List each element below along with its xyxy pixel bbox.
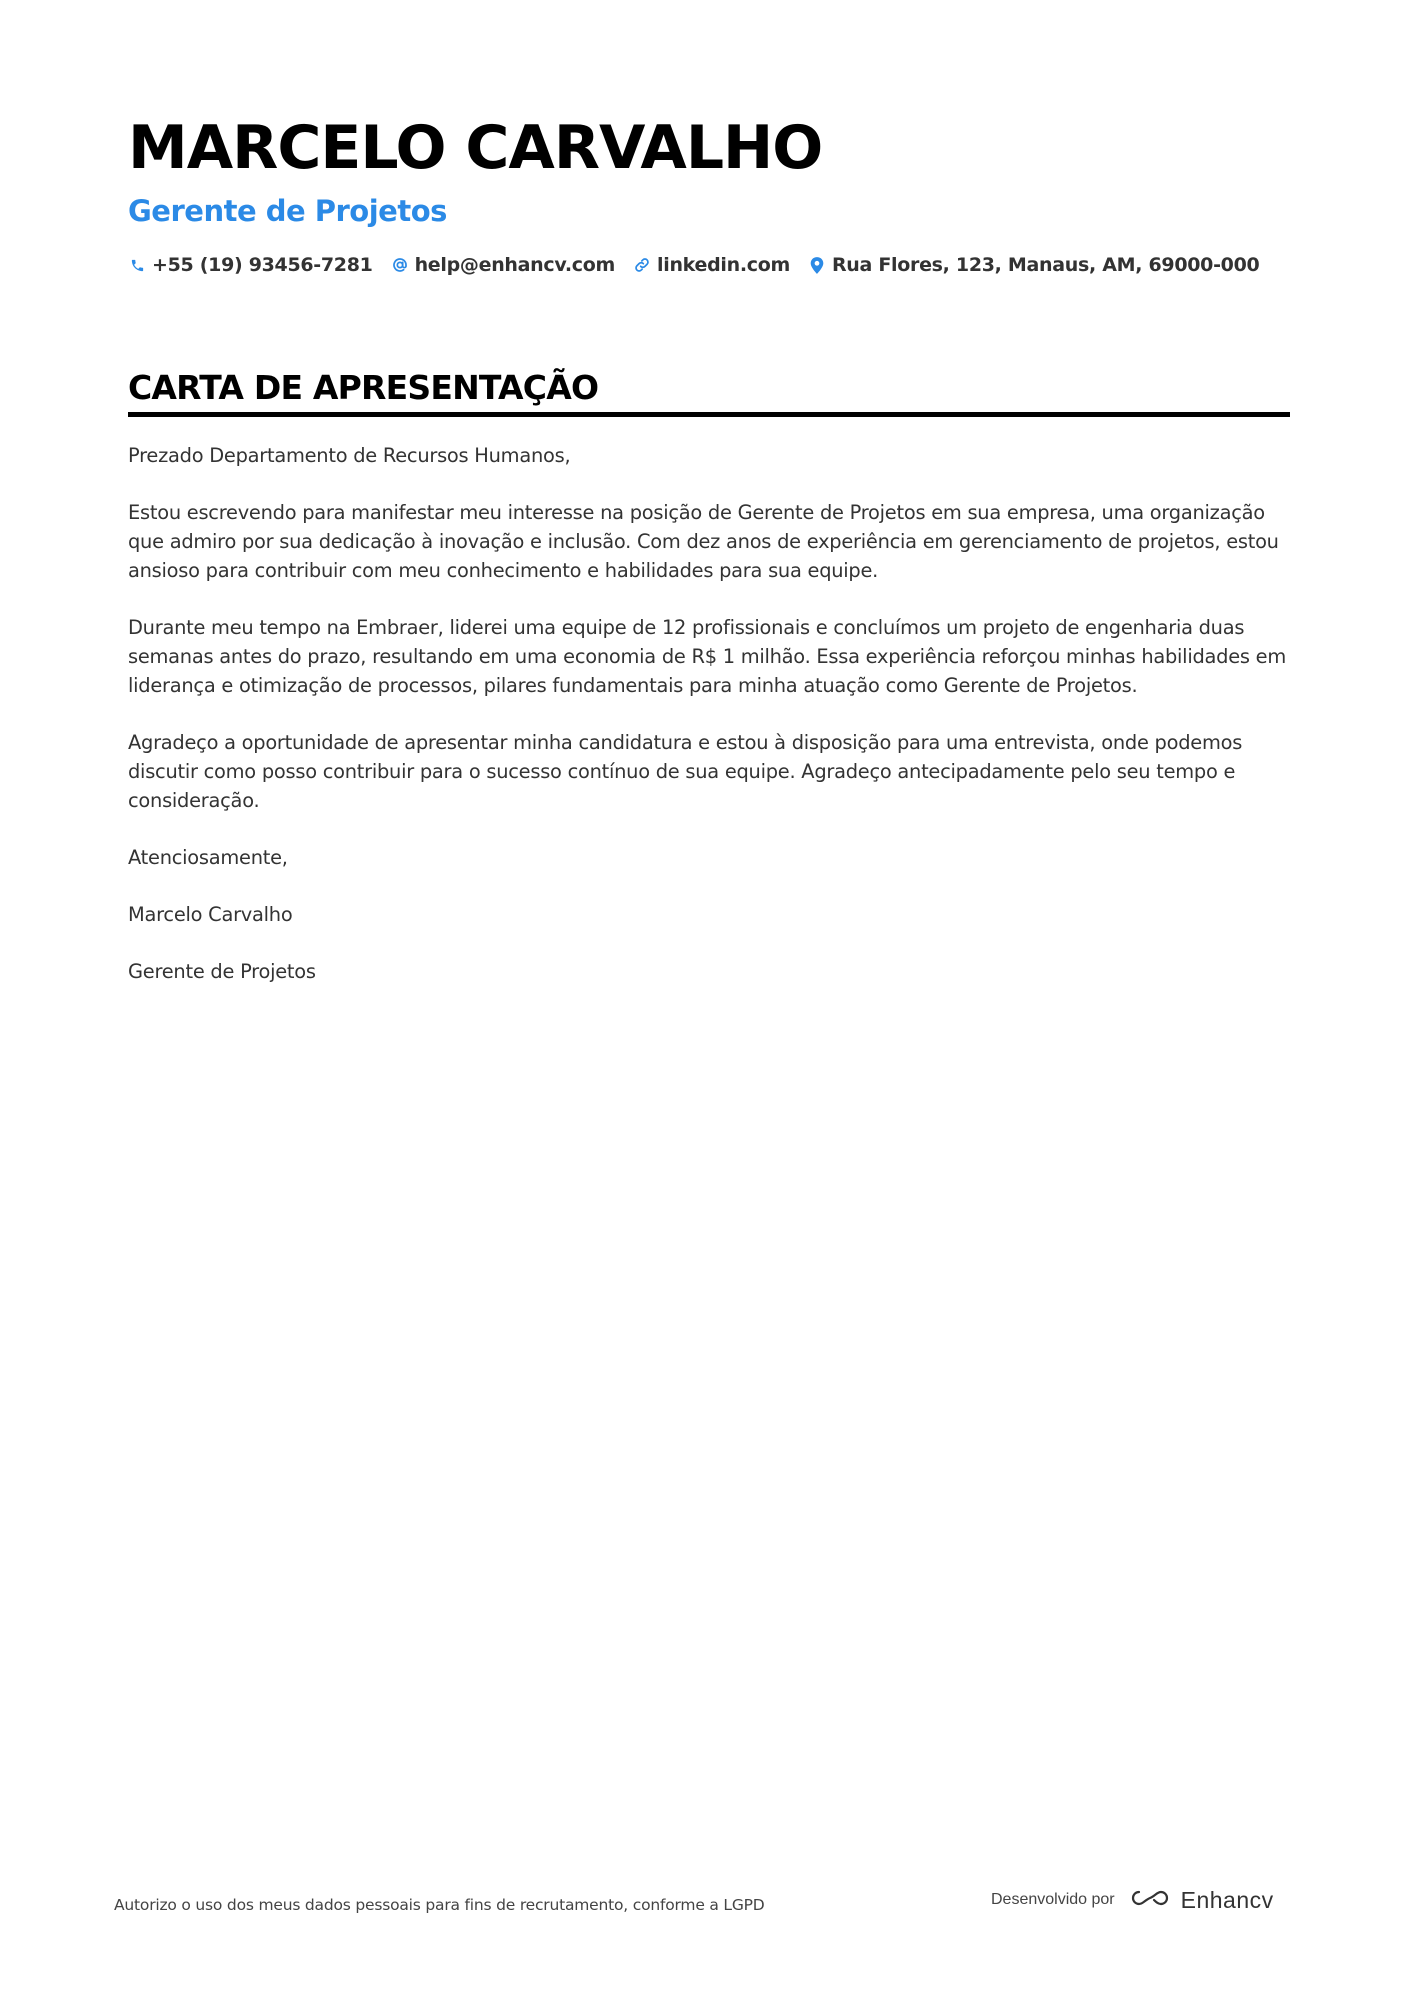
job-title: Gerente de Projetos bbox=[128, 194, 447, 228]
consent-note: Autorizo o uso dos meus dados pessoais para fins de recrutamento, conforme a LGPD bbox=[114, 1896, 765, 1914]
website-text[interactable]: linkedin.com bbox=[657, 254, 790, 276]
candidate-name: MARCELO CARVALHO bbox=[128, 113, 823, 183]
signature-name: Marcelo Carvalho bbox=[128, 903, 293, 926]
letter-paragraph: Durante meu tempo na Embraer, liderei uma equipe de 12 profissionais e concluímos um projeto de engenharia duas semanas antes do prazo, resultando em uma economia de R$ 1 milhão. Essa experiência reforçou minhas habilidades em liderança e otimização de processos, pilares fundamentais para minha atuação como Gerente de Projetos. bbox=[128, 616, 1286, 697]
enhancv-logo-icon bbox=[1127, 1886, 1173, 1914]
cover-letter-section bbox=[128, 366, 1290, 417]
contact-email[interactable] bbox=[391, 254, 615, 276]
brand-name: Enhancv bbox=[1180, 1886, 1274, 1913]
phone-text: +55 (19) 93456-7281 bbox=[152, 254, 373, 276]
contact-phone bbox=[128, 254, 373, 276]
powered-by[interactable] bbox=[991, 1886, 1274, 1914]
email-text[interactable]: help@enhancv.com bbox=[414, 254, 616, 276]
closing: Atenciosamente, bbox=[128, 846, 288, 869]
location-pin-icon bbox=[808, 256, 826, 274]
letter-body bbox=[128, 441, 1290, 1014]
address-text: Rua Flores, 123, Manaus, AM, 69000-000 bbox=[831, 254, 1260, 276]
enhancv-brand[interactable] bbox=[1127, 1886, 1274, 1914]
contact-website[interactable] bbox=[633, 254, 790, 276]
contact-info bbox=[128, 254, 1288, 276]
signature-title: Gerente de Projetos bbox=[128, 960, 316, 983]
header bbox=[128, 108, 1288, 276]
contact-address bbox=[808, 254, 1259, 276]
section-divider bbox=[128, 412, 1290, 417]
section-title: CARTA DE APRESENTAÇÃO bbox=[128, 368, 599, 407]
link-icon bbox=[633, 256, 651, 274]
phone-icon bbox=[128, 256, 146, 274]
letter-paragraph: Estou escrevendo para manifestar meu interesse na posição de Gerente de Projetos em sua empresa, uma organização que admiro por sua dedicação à inovação e inclusão. Com dez anos de experiência em gerenciamento de projetos, estou ansioso para contribuir com meu conhecimento e habilidades para sua equipe. bbox=[128, 501, 1279, 582]
at-icon bbox=[391, 256, 409, 274]
letter-paragraph: Agradeço a oportunidade de apresentar minha candidatura e estou à disposição para uma entrevista, onde podemos discutir como posso contribuir para o sucesso contínuo de sua equipe. Agradeço antecipadamente pelo seu tempo e consideração. bbox=[128, 731, 1243, 812]
salutation: Prezado Departamento de Recursos Humanos, bbox=[128, 444, 571, 467]
powered-by-label: Desenvolvido por bbox=[991, 1891, 1115, 1908]
